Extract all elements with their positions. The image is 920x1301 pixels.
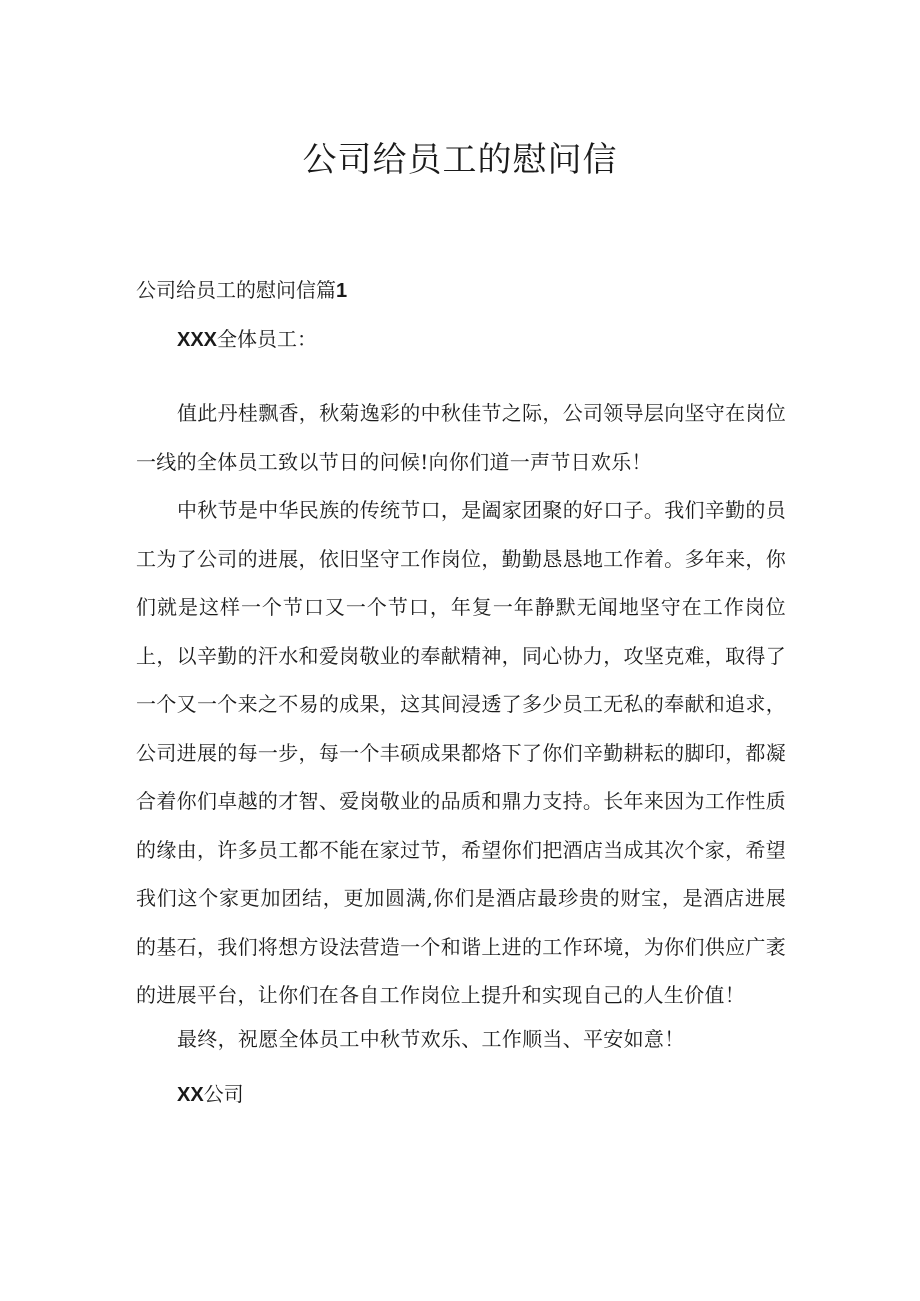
paragraph-greeting: 值此丹桂飘香，秋菊逸彩的中秋佳节之际，公司领导层向坚守在岗位一线的全体员工致以节日的问候!向你们道一声节日欢乐！ bbox=[136, 401, 786, 474]
salutation bbox=[177, 325, 317, 354]
signature bbox=[177, 1080, 244, 1109]
section-heading-number: 1 bbox=[336, 280, 348, 302]
paragraph-closing: 最终，祝愿全体员工中秋节欢乐、工作顺当、平安如意！ bbox=[177, 1027, 685, 1051]
salutation-recipient-placeholder: XXX bbox=[177, 329, 218, 351]
section-heading-text: 公司给员工的慰问信篇 bbox=[136, 278, 336, 302]
signature-company: 公司 bbox=[203, 1082, 244, 1106]
signature-placeholder: XX bbox=[177, 1084, 204, 1106]
document-title: 公司给员工的慰问信 bbox=[302, 140, 618, 180]
section-heading bbox=[136, 276, 347, 305]
paragraph-body: 中秋节是中华民族的传统节口，是阖家团聚的好口子。我们辛勤的员工为了公司的进展，依旧坚守工作岗位，勤勤恳恳地工作着。多年来，你们就是这样一个节口又一个节口，年复一年静默无闻地坚守在工作岗位上，以辛勤的汗水和爱岗敬业的奉献精神，同心协力，攻坚克难，取得了一个又一个来之不易的成果，这其间浸透了多少员工无私的奉献和追求，公司进展的每一步，每一个丰硕成果都烙下了你们辛勤耕耘的脚印，都凝合着你们卓越的才智、爱岗敬业的品质和鼎力支持。长年来因为工作性质的缘由，许多员工都不能在家过节，希望你们把酒店当成其次个家，希望我们这个家更加团结，更加圆满,你们是酒店最珍贵的财宝，是酒店进展的基石，我们将想方设法营造一个和谐上进的工作环境，为你们供应广袤的进展平台，让你们在各自工作岗位上提升和实现自己的人生价值！ bbox=[136, 498, 786, 1007]
salutation-recipient: 全体员工： bbox=[217, 327, 318, 351]
